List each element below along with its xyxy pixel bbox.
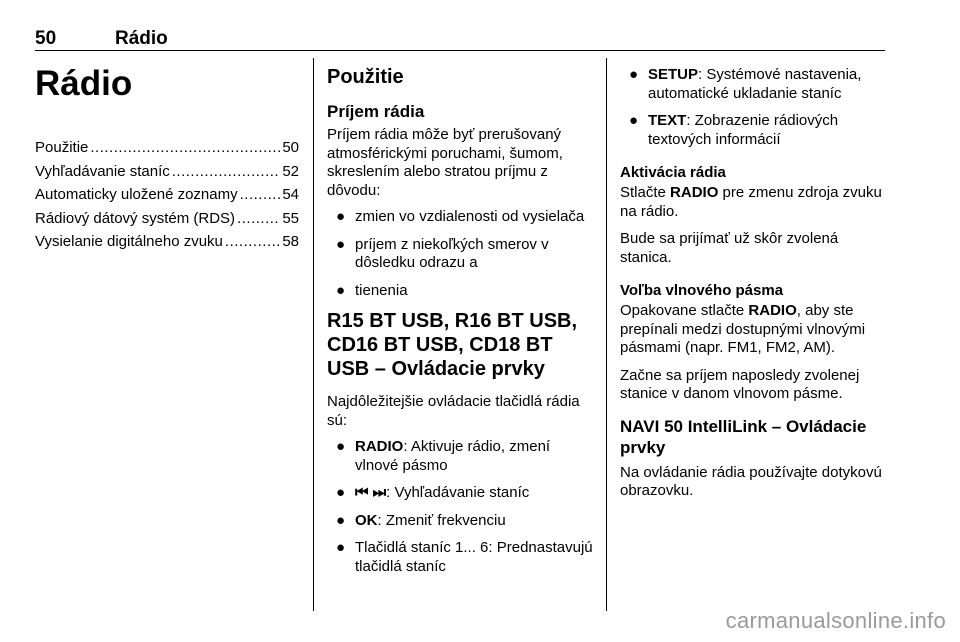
band-note: Začne sa príjem naposledy zvolenej stanice v danom vlnovom pásme. xyxy=(620,366,860,402)
column-1 xyxy=(35,58,299,254)
list-item: ● TEXT: Zobrazenie rádiových textových informácií xyxy=(629,112,839,148)
controls-intro: Najdôležitejšie ovládacie tlačidlá rádia sú: xyxy=(327,393,580,429)
header-rule xyxy=(35,50,885,51)
key-label: RADIO xyxy=(355,438,404,455)
toc-leader xyxy=(225,230,280,254)
chapter-title: Rádio xyxy=(35,64,133,103)
band-paragraph: Opakovane stlačte RADIO, aby ste prepínali medzi dostupnými vlnovými pásmami (napr. FM1, FM2, AM). xyxy=(620,302,866,356)
column-divider-2 xyxy=(606,58,607,611)
list-item: ● Tlačidlá staníc 1... 6: Prednastavujú tlačidlá staníc xyxy=(336,539,593,575)
navi-paragraph: Na ovládanie rádia používajte dotykovú obrazovku. xyxy=(620,463,882,499)
column-3 xyxy=(620,58,888,501)
toc-entry-page: 52 xyxy=(282,162,299,180)
toc-leader xyxy=(240,183,281,207)
running-title: Rádio xyxy=(115,28,168,49)
activation-paragraph: Stlačte RADIO pre zmenu zdroja zvuku na rádio. xyxy=(620,184,882,220)
subsection-title: Príjem rádia xyxy=(327,102,425,121)
controls-list xyxy=(327,438,593,576)
column-divider-1 xyxy=(313,58,314,611)
list-item: ● ⏮ ⏭: Vyhľadávanie staníc xyxy=(336,484,530,501)
list-item: ● príjem z niekoľkých smerov v dôsledku odrazu a xyxy=(336,235,549,271)
toc-leader xyxy=(90,136,280,160)
controls-list-continued xyxy=(620,66,888,149)
activation-note: Bude sa prijímať už skôr zvolená stanica. xyxy=(620,230,839,266)
band-title: Voľba vlnového pásma xyxy=(620,282,784,299)
toc-entry[interactable] xyxy=(35,230,299,254)
navi-title: NAVI 50 IntelliLink – Ovládacie prvky xyxy=(620,416,867,457)
toc-entry-title: Použitie xyxy=(35,139,89,156)
bullet-icon: ● xyxy=(336,511,346,529)
list-item: ● SETUP: Systémové nastavenia, automatické ukladanie staníc xyxy=(629,66,862,102)
models-title: R15 BT USB, R16 BT USB, CD16 BT USB, CD18 BT USB – Ovládacie prvky xyxy=(327,310,578,380)
reasons-list xyxy=(327,208,593,300)
key-label: SETUP xyxy=(648,66,699,83)
key-label: OK xyxy=(355,511,378,529)
section-title: Použitie xyxy=(327,66,404,88)
bullet-icon: ● xyxy=(336,484,346,501)
activation-title: Aktivácia rádia xyxy=(620,164,726,181)
intro-paragraph: Príjem rádia môže byť prerušovaný atmosférickými poruchami, šumom, skreslením alebo stratou príjmu z dôvodu: xyxy=(327,126,563,199)
toc-entry-title: Automaticky uložené zoznamy xyxy=(35,186,238,203)
table-of-contents xyxy=(35,136,299,254)
column-2 xyxy=(327,58,593,585)
page-number: 50 xyxy=(35,28,57,49)
toc-entry-title: Vyhľadávanie staníc xyxy=(35,162,170,180)
toc-entry-page: 55 xyxy=(282,209,299,227)
toc-entry[interactable] xyxy=(35,136,299,160)
toc-leader xyxy=(172,160,281,184)
list-item: ● zmien vo vzdialenosti od vysielača xyxy=(336,208,585,225)
seek-icons: ⏮ ⏭ xyxy=(355,484,387,501)
toc-entry-page: 58 xyxy=(282,233,299,250)
key-label: TEXT xyxy=(648,112,687,129)
page-header xyxy=(35,28,885,52)
toc-entry[interactable] xyxy=(35,183,299,207)
bullet-icon: ● xyxy=(629,66,639,83)
bullet-icon: ● xyxy=(336,281,346,299)
toc-leader xyxy=(237,207,280,231)
bullet-icon: ● xyxy=(336,539,346,556)
bullet-icon: ● xyxy=(336,235,346,253)
watermark: carmanualsonline.info xyxy=(725,608,946,633)
bullet-icon: ● xyxy=(629,112,639,129)
toc-entry-title: Vysielanie digitálneho zvuku xyxy=(35,233,223,250)
list-item: ● RADIO: Aktivuje rádio, zmení vlnové pásmo xyxy=(336,438,551,474)
toc-entry-page: 54 xyxy=(282,186,299,203)
toc-entry-title: Rádiový dátový systém (RDS) xyxy=(35,209,236,227)
bullet-icon: ● xyxy=(336,208,346,225)
toc-entry-page: 50 xyxy=(282,139,299,156)
bullet-icon: ● xyxy=(336,438,346,455)
toc-entry[interactable] xyxy=(35,207,299,231)
list-item: ● tienenia xyxy=(336,281,408,299)
list-item: ● OK: Zmeniť frekvenciu xyxy=(336,511,506,529)
toc-entry[interactable] xyxy=(35,160,299,184)
